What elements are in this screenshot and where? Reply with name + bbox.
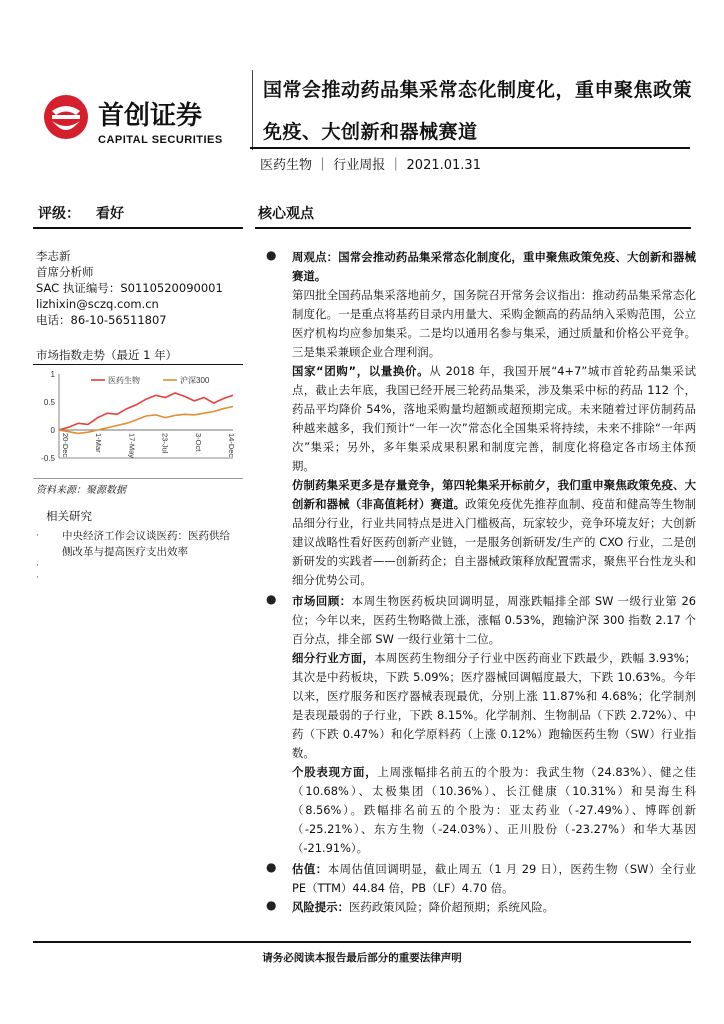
legal-notice: 请务必阅读本报告最后部分的重要法律声明 xyxy=(262,952,462,964)
x-tick-label: 20-Dec xyxy=(61,433,70,458)
market-review-head: 市场回顾： xyxy=(292,594,352,608)
stock-performance-head: 个股表现方面， xyxy=(292,765,378,779)
core-content xyxy=(266,248,696,917)
related-research-title: 相关研究 xyxy=(46,509,92,523)
rating-label: 评级： xyxy=(38,206,80,222)
series-line-pharma xyxy=(59,393,233,430)
rating xyxy=(38,203,124,223)
y-tick-label: 0.5 xyxy=(43,398,55,407)
y-tick-label: -0.5 xyxy=(41,454,55,463)
bullet-dot: ● xyxy=(266,860,277,874)
analyst-email[interactable]: lizhixin@sczq.com.cn xyxy=(36,297,159,311)
weekly-view-p2-head: 国家“团购”，以量换价。 xyxy=(292,364,430,378)
x-tick-label: 3-Oct xyxy=(193,433,203,452)
market-review-p1: 本周生物医药板块回调明显，周涨跌幅排全部 SW 一级行业第 26 位；今年以来，医药生物略微上涨，涨幅 0.53%，跑输沪深 300 指数 2.17 个百分点，排全部 SW 一级行业第十二位。 xyxy=(292,594,696,646)
stock-performance-text: 上周涨幅排名前五的个股为：我武生物（24.83%）、健之佳（10.68%）、太极集团（10.36%）、长江健康（10.31%）和昊海生科（8.56%）。跌幅排名前五的个股为：亚太药业（-27.49%）、博晖创新（-25.21%）、东方生物（-24.03%）、正川股份（-23.27%）和华大基因（-21.91%）。 xyxy=(292,765,696,855)
analyst-role: 首席分析师 xyxy=(36,265,94,279)
index-chart xyxy=(33,366,243,478)
bullet-dot: ● xyxy=(266,898,277,912)
bullet-weekly-view xyxy=(266,248,696,590)
legend-label: 沪深300 xyxy=(180,376,210,385)
analyst-sac: SAC 执证编号：S0110520090001 xyxy=(36,281,223,295)
bullet-dot: ● xyxy=(266,592,277,606)
y-tick-label: 0 xyxy=(50,426,55,435)
right-rule xyxy=(255,227,691,229)
legend-label: 医药生物 xyxy=(108,376,140,385)
report-title-line2: 免疫、大创新和器械赛道 xyxy=(263,121,478,143)
logo-text-en: CAPITAL SECURITIES xyxy=(98,134,223,146)
risk-head: 风险提示： xyxy=(292,900,349,914)
weekly-view-head: 周观点：国常会推动药品集采常态化制度化，重申聚焦政策免疫、大创新和器械赛道。 xyxy=(292,250,696,283)
bullet-dot: ● xyxy=(266,248,277,262)
x-tick-label: 1-Mar xyxy=(94,433,104,453)
analyst-name: 李志新 xyxy=(36,249,71,263)
weekly-view-p1: 第四批全国药品集采落地前夕，国务院召开常务会议指出：推动药品集采常态化制度化。一是重点将基药目录内用量大、采购金额高的药品纳入采购范围，公立医疗机构均应参加集采。二是均以通用名参与集采，通过质量和价格公平竞争。三是集采兼顾企业合理利润。 xyxy=(292,288,696,359)
weekly-view-p2: 从 2018 年，我国开展“4+7”城市首轮药品集采试点，截止去年底，我国已经开展三轮药品集采，涉及集采中标的药品 112 个，药品平均降价 54%，落地采购量均超额或超预期完成。未来随着过评仿制药品种越来越多，我们预计“一年一次”常态化全国集采将持续，未来不排除“一年两次”集采；另外，多年集采成果积累和制度完善，制度化将稳定各市场主体预期。 xyxy=(292,364,696,473)
title-rule xyxy=(250,147,690,149)
footer-rule xyxy=(33,941,691,943)
source-rule xyxy=(33,478,243,479)
valuation-head: 估值： xyxy=(292,862,328,876)
series-line-hs300 xyxy=(59,407,233,434)
logo-text-cn: 首创证券 xyxy=(98,100,203,130)
report-subtitle: 医药生物 ｜ 行业周报 ｜ 2021.01.31 xyxy=(260,158,481,173)
related-bullet: · xyxy=(36,531,39,541)
index-chart-title: 市场指数走势（最近 1 年） xyxy=(36,348,178,362)
related-research-item[interactable] xyxy=(62,528,240,560)
weekly-view-p3: 政策免疫优先推荐血制、疫苗和健高等生物制品细分行业，行业共同特点是进入门槛极高，玩家较少，竞争环境友好；大创新建议战略性看好医药创新产业链，一是服务创新研发/生产的 CXO 行业，二是创新研发的实践者——创新药企；自主器械政策释放配置需求，聚焦平台性龙头和细分优势公司。 xyxy=(292,497,696,587)
x-tick-label: 17-May xyxy=(127,433,137,459)
risk-text: 医药政策风险；降价超预期；系统风险。 xyxy=(348,900,555,914)
weekly-view-p3-head: 仿制药集采更多是存量竞争，第四轮集采开标前夕，我们重申聚焦政策免疫、大创新和器械（非高值耗材）赛道。 xyxy=(292,478,696,511)
sub-industry-head: 细分行业方面， xyxy=(292,651,375,665)
chart-source: 资料来源：聚源数据 xyxy=(36,485,126,496)
bullet-valuation xyxy=(266,860,696,898)
related-bullet: · xyxy=(36,561,39,571)
left-rule xyxy=(33,227,243,229)
analyst-phone: 电话：86-10-56511807 xyxy=(36,313,167,327)
bullet-market-review xyxy=(266,592,696,858)
rating-value: 看好 xyxy=(96,206,124,222)
logo-mark xyxy=(38,95,248,151)
sub-industry-text: 本周医药生物细分子行业中医药商业下跌最少，跌幅 3.93%；其次是中药板块，下跌 5.09%；医疗器械回调幅度最大，下跌 10.63%。今年以来，医疗服务和医疗器械表现最优，分别上涨 11.87%和 4.68%；化学制剂是表现最弱的子行业，下跌 8.15%。化学制剂、生物制品（下跌 2.72%）、中药（下跌 0.47%）和化学原料药（上涨 0.12%）跑输医药生物（SW）行业指数。 xyxy=(292,651,696,760)
bullet-risk xyxy=(266,898,696,917)
chart-top-rule xyxy=(33,364,243,365)
report-title-line1: 国常会推动药品集采常态化制度化，重申聚焦政策 xyxy=(263,79,693,101)
analyst-info xyxy=(36,248,223,328)
core-view-heading: 核心观点 xyxy=(258,206,314,222)
related-bullet: · xyxy=(36,573,39,583)
header-divider xyxy=(252,70,253,150)
related-item-text[interactable]: 中央经济工作会议谈医药：医药供给侧改革与提高医疗支出效率 xyxy=(62,530,230,558)
company-logo xyxy=(38,95,248,151)
index-chart-svg xyxy=(33,366,243,478)
x-tick-label: 14-Dec xyxy=(227,433,236,458)
valuation-text: 本周估值回调明显，截止周五（1 月 29 日），医药生物（SW）全行业 PE（TTM）44.84 倍，PB（LF）4.70 倍。 xyxy=(292,862,696,895)
y-tick-label: 1 xyxy=(50,370,55,379)
x-tick-label: 23-Jul xyxy=(160,433,170,454)
